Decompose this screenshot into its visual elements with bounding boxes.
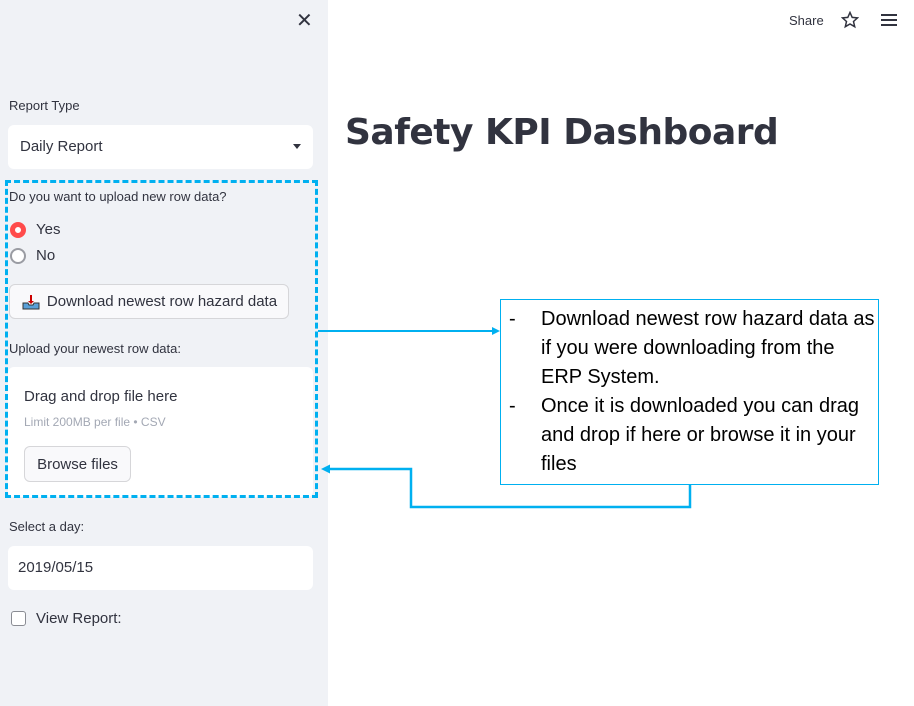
bullet-text: Once it is downloaded you can drag and drop if here or browse it in your files: [541, 395, 859, 475]
report-type-value: Daily Report: [20, 138, 103, 155]
bullet-marker: -: [509, 395, 516, 417]
bullet-marker: -: [509, 308, 516, 330]
callout-bullet: [509, 392, 878, 479]
date-input[interactable]: 2019/05/15: [8, 546, 313, 590]
drop-text: Drag and drop file here: [24, 388, 178, 405]
limit-text: Limit 200MB per file • CSV: [24, 415, 166, 429]
callout-bullet: [509, 305, 878, 392]
upload-label: Upload your newest row data:: [9, 341, 181, 356]
page-title: Safety KPI Dashboard: [345, 112, 779, 153]
browse-files-button[interactable]: Browse files: [24, 446, 131, 482]
share-button[interactable]: Share: [789, 13, 824, 28]
annotation-callout: [500, 299, 879, 485]
download-button-label: Download newest row hazard data: [46, 293, 278, 310]
close-sidebar-icon[interactable]: ✕: [296, 10, 313, 32]
radio-no-label: No: [36, 247, 56, 264]
report-type-label: Report Type: [9, 98, 80, 113]
radio-yes-label: Yes: [36, 221, 61, 238]
view-report-label: View Report:: [36, 610, 122, 627]
arrowhead-icon: [321, 465, 330, 474]
bullet-text: Download newest row hazard data as if you were downloading from the ERP System.: [541, 308, 875, 388]
arrowhead-icon: [492, 327, 500, 335]
upload-question-label: Do you want to upload new row data?: [9, 189, 227, 204]
day-label: Select a day:: [9, 519, 85, 534]
